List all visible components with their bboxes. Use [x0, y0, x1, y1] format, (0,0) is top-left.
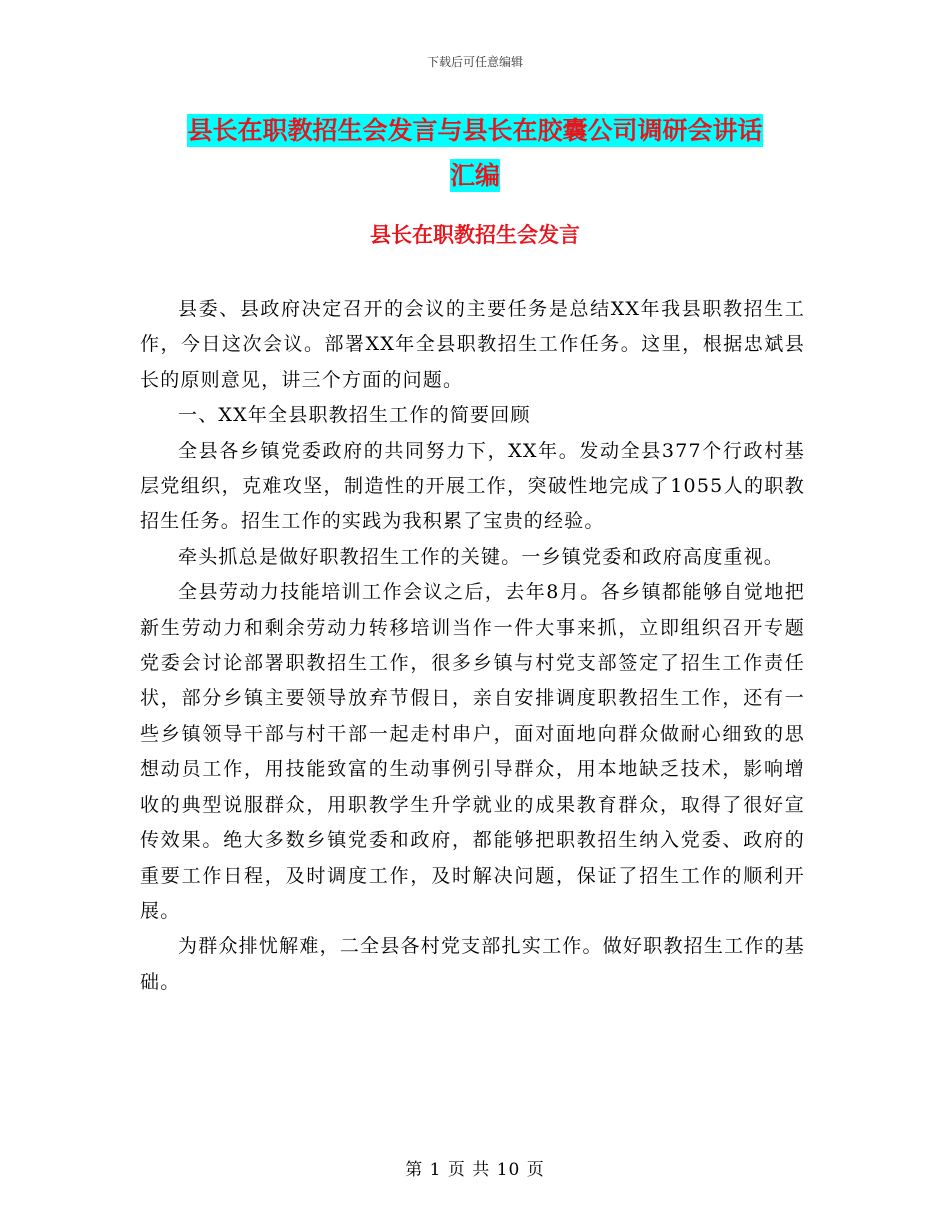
paragraph: 全县各乡镇党委政府的共同努力下，XX年。发动全县377个行政村基层党组织，克难攻坚，制造性的开展工作，突破性地完成了1055人的职教招生任务。招生工作的实践为我积累了宝贵的经验。	[140, 439, 805, 533]
document-title	[140, 108, 810, 198]
document-title-line-1: 县长在职教招生会发言与县长在胶囊公司调研会讲话	[187, 116, 763, 145]
document-body	[140, 292, 805, 1000]
paragraph-heading: 一、XX年全县职教招生工作的简要回顾	[178, 404, 531, 427]
header-note: 下载后可任意编辑	[426, 55, 523, 69]
section-title: 县长在职教招生会发言	[370, 223, 580, 247]
paragraph: 县委、县政府决定召开的会议的主要任务是总结XX年我县职教招生工作，今日这次会议。部署XX年全县职教招生工作任务。这里，根据忠斌县长的原则意见，讲三个方面的问题。	[140, 298, 805, 391]
paragraph: 全县劳动力技能培训工作会议之后，去年8月。各乡镇都能够自觉地把新生劳动力和剩余劳动力转移培训当作一件大事来抓，立即组织召开专题党委会讨论部署职教招生工作，很多乡镇与村党支部签定了招生工作责任状，部分乡镇主要领导放弃节假日，亲自安排调度职教招生工作，还有一些乡镇领导干部与村干部一起走村串户，面对面地向群众做耐心细致的思想动员工作，用技能致富的生动事例引导群众，用本地缺乏技术，影响增收的典型说服群众，用职教学生升学就业的成果教育群众，取得了很好宣传效果。绝大多数乡镇党委和政府，都能够把职教招生纳入党委、政府的重要工作日程，及时调度工作，及时解决问题，保证了招生工作的顺利开展。	[140, 581, 805, 922]
paragraph: 为群众排忧解难，二全县各村党支部扎实工作。做好职教招生工作的基础。	[140, 935, 805, 993]
page-footer: 第 1 页 共 10 页	[405, 1160, 545, 1180]
document-title-line-2: 汇编	[449, 161, 500, 190]
paragraph: 牵头抓总是做好职教招生工作的关键。一乡镇党委和政府高度重视。	[178, 545, 785, 568]
